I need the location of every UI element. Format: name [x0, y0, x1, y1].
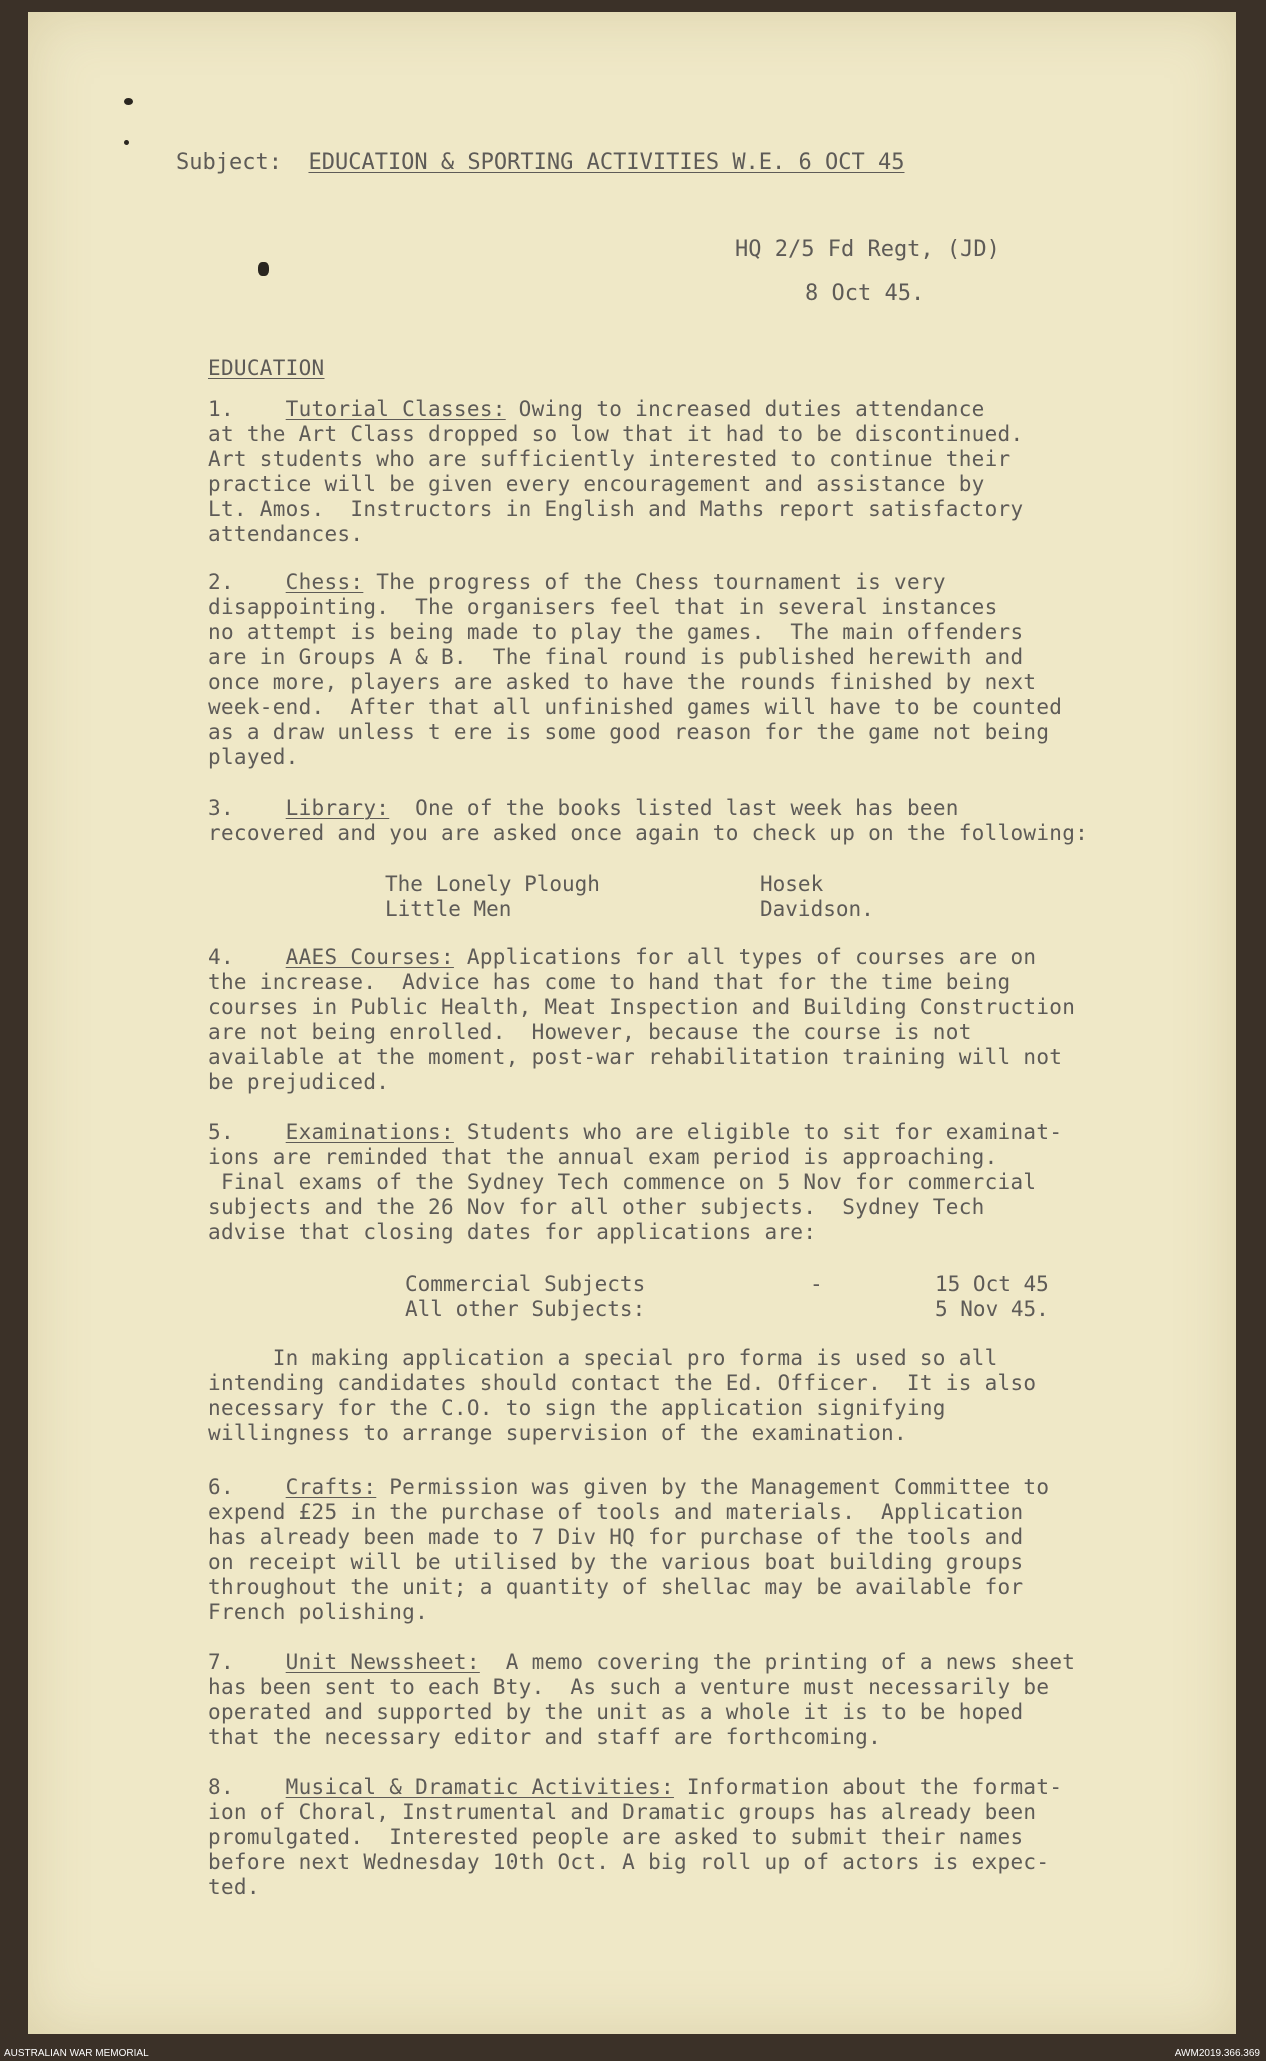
text-line: as a draw unless t ere is some good reason for the game not being	[208, 720, 1050, 744]
text-line: necessary for the C.O. to sign the application signifying	[208, 1396, 946, 1420]
borrower-list	[760, 872, 874, 922]
paragraph-number: 2.	[208, 570, 234, 594]
paragraph-heading: Library:	[285, 796, 390, 820]
text-line: once more, players are asked to have the rounds finished by next	[208, 670, 1037, 694]
text-line: ions are reminded that the annual exam period is approaching.	[208, 1145, 998, 1169]
paragraph-4	[208, 945, 1228, 1095]
paragraph-7	[208, 1650, 1228, 1750]
paragraph-heading: Examinations:	[285, 1120, 454, 1144]
book-list	[385, 872, 600, 922]
paragraph-heading: Tutorial Classes:	[285, 397, 506, 421]
paragraph-number: 7.	[208, 1650, 234, 1674]
paragraph-1	[208, 397, 1228, 547]
closing-date-dash: -	[810, 1272, 823, 1296]
text-line: recovered and you are asked once again to check up on the following:	[208, 821, 1089, 845]
footer-institution: AUSTRALIAN WAR MEMORIAL	[4, 2048, 149, 2059]
text-line: subjects and the 26 Nov for all other subjects. Sydney Tech	[208, 1195, 985, 1219]
paragraph-5	[208, 1120, 1228, 1245]
ink-mark	[258, 262, 269, 276]
text-line: ion of Choral, Instrumental and Dramatic groups has already been	[208, 1800, 1037, 1824]
closing-category: All other Subjects:	[405, 1297, 646, 1321]
text-line: has already been made to 7 Div HQ for purchase of the tools and	[208, 1525, 1024, 1549]
text-line: the increase. Advice has come to hand that for the time being	[208, 970, 1011, 994]
borrower-name: Hosek	[760, 872, 824, 896]
paragraph-number: 4.	[208, 945, 234, 969]
text-line: Lt. Amos. Instructors in English and Maths report satisfactory	[208, 497, 1024, 521]
paragraph-heading: Crafts:	[285, 1475, 377, 1499]
paragraph-number: 3.	[208, 796, 234, 820]
text-line: are in Groups A & B. The final round is published herewith and	[208, 645, 1024, 669]
text-line: Students who are eligible to sit for examinat-	[453, 1120, 1063, 1144]
closing-category: Commercial Subjects	[405, 1272, 646, 1296]
paragraph-8	[208, 1775, 1228, 1900]
closing-date-values	[935, 1272, 1049, 1322]
footer-accession-number: AWM2019.366.369	[1174, 2048, 1260, 2059]
text-line: Applications for all types of courses are on	[453, 945, 1037, 969]
text-line: ted.	[208, 1875, 260, 1899]
paragraph-2	[208, 570, 1228, 770]
document-date: 8 Oct 45.	[805, 281, 925, 306]
text-line: Information about the format-	[673, 1775, 1063, 1799]
text-line: practice will be given every encouragement and assistance by	[208, 472, 985, 496]
text-line: played.	[208, 745, 299, 769]
ink-blot	[124, 140, 129, 145]
subject-line	[176, 150, 905, 175]
text-line: Art students who are sufficiently interested to continue their	[208, 447, 1011, 471]
paragraph-3	[208, 796, 1228, 846]
unit-designation: HQ 2/5 Fd Regt, (JD)	[735, 237, 1000, 262]
text-line: are not being enrolled. However, because the course is not	[208, 1020, 972, 1044]
book-title: The Lonely Plough	[385, 872, 600, 896]
text-line: no attempt is being made to play the games. The main offenders	[208, 620, 1024, 644]
borrower-name: Davidson.	[760, 897, 874, 921]
subject-label: Subject:	[176, 150, 282, 175]
text-line: A memo covering the printing of a news sheet	[479, 1650, 1076, 1674]
text-line: Final exams of the Sydney Tech commence on 5 Nov for commercial	[208, 1170, 1037, 1194]
text-line: expend £25 in the purchase of tools and materials. Application	[208, 1500, 1024, 1524]
section-heading: EDUCATION	[208, 356, 325, 380]
paragraph-number: 6.	[208, 1475, 234, 1499]
paragraph-number: 1.	[208, 397, 234, 421]
text-line: on receipt will be utilised by the various boat building groups	[208, 1550, 1024, 1574]
text-line: promulgated. Interested people are asked to submit their names	[208, 1825, 1024, 1849]
text-line: has been sent to each Bty. As such a venture must necessarily be	[208, 1675, 1050, 1699]
closing-date-categories	[405, 1272, 645, 1322]
text-line: week-end. After that all unfinished games will have to be counted	[208, 695, 1063, 719]
paragraph-heading: Musical & Dramatic Activities:	[285, 1775, 674, 1799]
text-line: before next Wednesday 10th Oct. A big roll up of actors is expec-	[208, 1850, 1050, 1874]
archive-footer	[0, 2047, 1266, 2061]
closing-date: 5 Nov 45.	[935, 1297, 1049, 1321]
text-line: available at the moment, post-war rehabilitation training will not	[208, 1045, 1063, 1069]
exam-application-note	[208, 1346, 1228, 1446]
paragraph-number: 5.	[208, 1120, 234, 1144]
text-line: throughout the unit; a quantity of shellac may be available for	[208, 1575, 1024, 1599]
paragraph-number: 8.	[208, 1775, 234, 1799]
paragraph-heading: Chess:	[285, 570, 364, 594]
closing-date: 15 Oct 45	[935, 1272, 1049, 1296]
text-line: attendances.	[208, 522, 364, 546]
text-line: operated and supported by the unit as a whole it is to be hoped	[208, 1700, 1024, 1724]
subject-title: EDUCATION & SPORTING ACTIVITIES W.E. 6 OCT 45	[308, 150, 905, 175]
paragraph-heading: Unit Newssheet:	[285, 1650, 480, 1674]
text-line: One of the books listed last week has been	[389, 796, 959, 820]
text-line: In making application a special pro forma is used so all	[208, 1346, 998, 1370]
text-line: French polishing.	[208, 1600, 429, 1624]
text-line: advise that closing dates for applications are:	[208, 1220, 817, 1244]
text-line: Permission was given by the Management Committee to	[376, 1475, 1050, 1499]
header-block	[735, 228, 1000, 316]
text-line: that the necessary editor and staff are forthcoming.	[208, 1725, 882, 1749]
text-line: at the Art Class dropped so low that it had to be discontinued.	[208, 422, 1024, 446]
text-line: disappointing. The organisers feel that in several instances	[208, 595, 998, 619]
text-line: intending candidates should contact the Ed. Officer. It is also	[208, 1371, 1037, 1395]
text-line: willingness to arrange supervision of the examination.	[208, 1421, 907, 1445]
book-title: Little Men	[385, 897, 512, 921]
ink-blot	[124, 98, 133, 105]
text-line: courses in Public Health, Meat Inspection and Building Construction	[208, 995, 1076, 1019]
text-line: Owing to increased duties attendance	[505, 397, 985, 421]
paragraph-heading: AAES Courses:	[285, 945, 454, 969]
paragraph-6	[208, 1475, 1228, 1625]
text-line: The progress of the Chess tournament is very	[363, 570, 946, 594]
text-line: be prejudiced.	[208, 1070, 390, 1094]
